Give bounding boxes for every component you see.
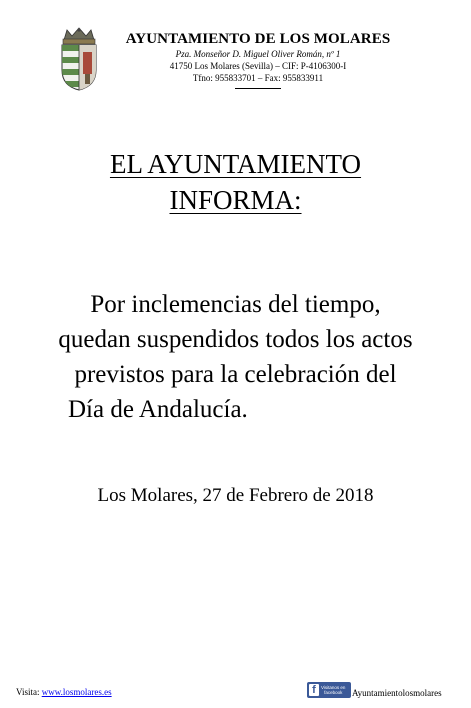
header-divider — [235, 88, 281, 89]
footer-visit — [16, 686, 112, 698]
facebook-icon: f — [309, 684, 319, 696]
facebook-footer[interactable] — [307, 682, 442, 698]
notice-title-line-2: INFORMA: — [169, 185, 302, 215]
facebook-badge-line-1: Visitanos en — [321, 685, 346, 690]
contact-phone-line: Tfno: 955833701 – Fax: 955833911 — [192, 73, 324, 83]
notice-date: Los Molares, 27 de Febrero de 2018 — [97, 485, 374, 506]
message-line: quedan suspendidos todos los actos — [58, 326, 413, 353]
facebook-handle: Ayuntamientolosmolares — [352, 688, 442, 698]
letterhead — [108, 30, 408, 89]
visit-label: Visita: — [16, 687, 40, 697]
facebook-badge-text — [321, 685, 345, 695]
message-line: previstos para la celebración del — [74, 361, 397, 388]
notice-title-line-1: EL AYUNTAMIENTO — [109, 149, 362, 179]
facebook-badge[interactable] — [307, 682, 351, 698]
message-line: Por inclemencias del tiempo, — [90, 291, 381, 318]
facebook-badge-line-2: facebook — [324, 690, 343, 695]
notice-title — [0, 146, 471, 218]
organization-name: AYUNTAMIENTO DE LOS MOLARES — [125, 31, 391, 47]
coat-of-arms-icon — [57, 26, 101, 92]
notice-message — [20, 287, 451, 427]
address-line: Pza. Monseñor D. Miguel Oliver Román, nº 1 — [175, 49, 341, 59]
website-link[interactable]: www.losmolares.es — [41, 687, 112, 697]
address-postal-line: 41750 Los Molares (Sevilla) – CIF: P-4106300-I — [169, 61, 347, 71]
message-line: Día de Andalucía. — [68, 396, 248, 423]
